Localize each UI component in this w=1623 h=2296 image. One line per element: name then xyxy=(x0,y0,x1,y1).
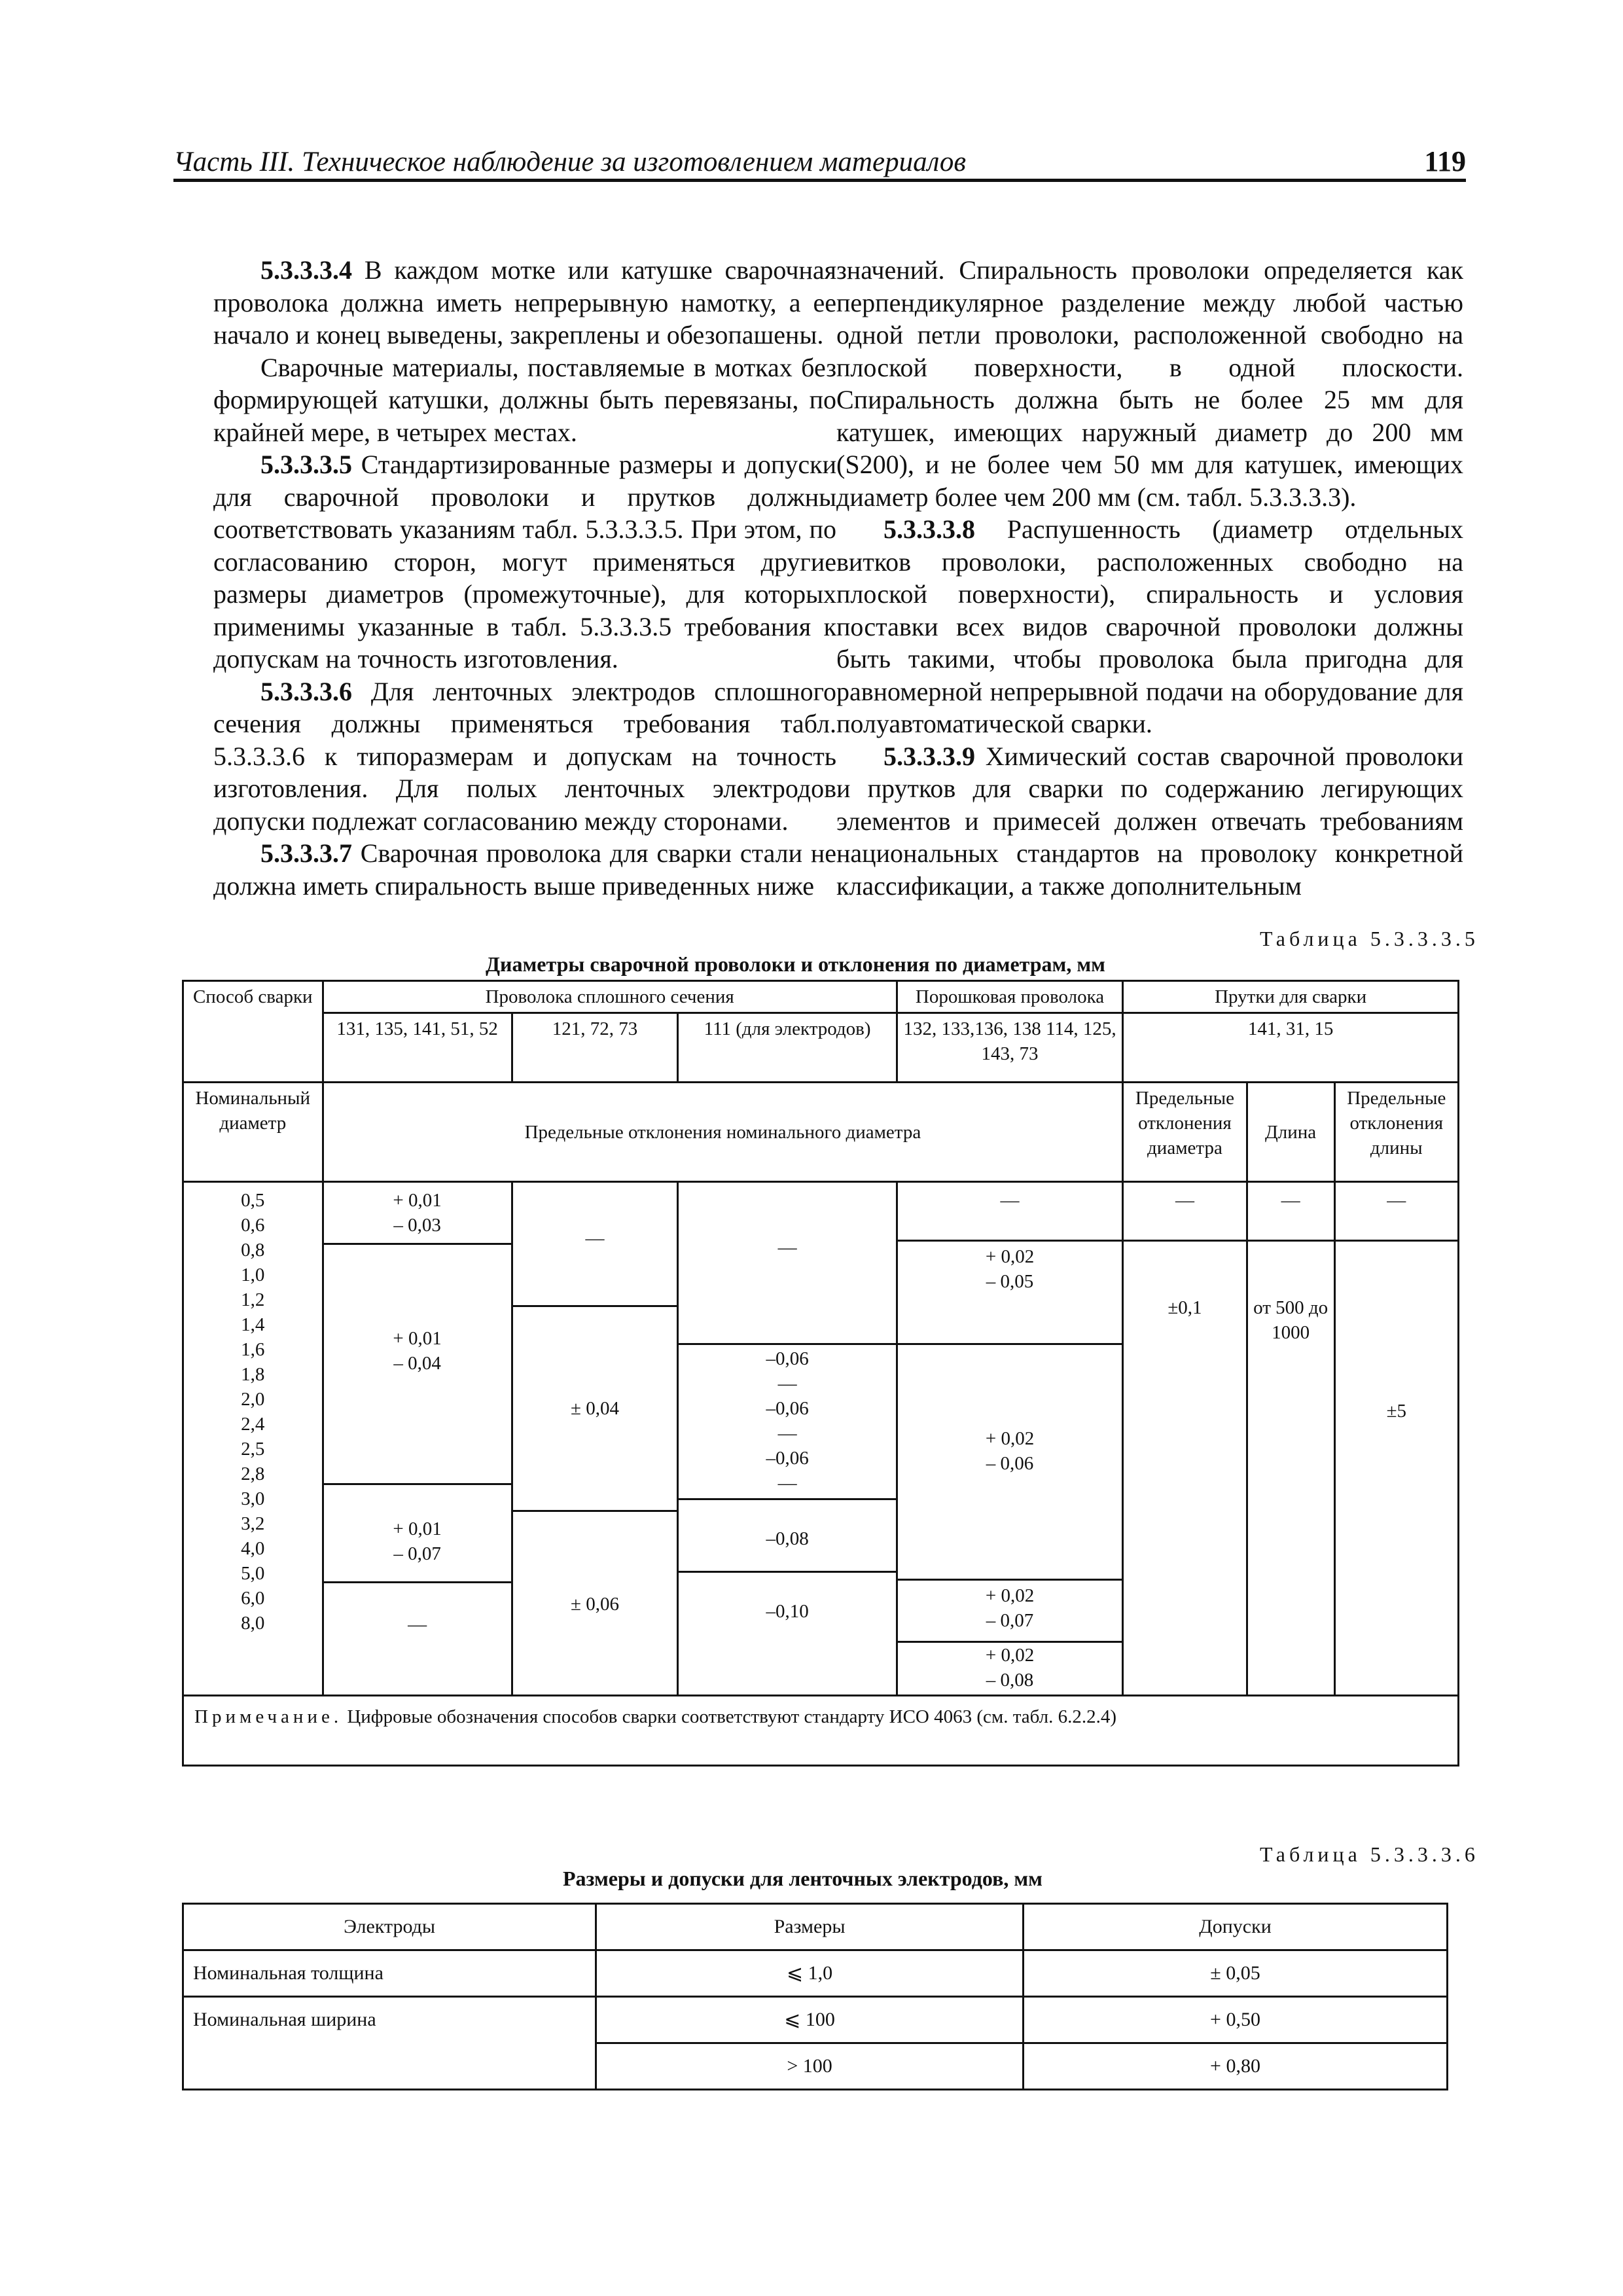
diameter: 2,0 xyxy=(241,1389,265,1410)
diameter: 1,4 xyxy=(241,1314,265,1335)
page-header xyxy=(173,141,1466,180)
table1-title: Диаметры сварочной проволоки и отклонения по диаметрам, мм xyxy=(486,952,1105,976)
diameter: 1,8 xyxy=(241,1364,265,1385)
paragraph-text: Стандартизированные размеры и допуски для сварочной проволоки и прутков должны соответствовать указаниям табл. 5.3.3.3.5. При этом, по согласованию сторон, могут применяться другие размеры диаметров (промежуточные), для которых применимы указанные в табл. 5.3.3.3.5 требования к допускам на точность изготовления. xyxy=(213,450,836,673)
paragraph-text: Сварочные материалы, поставляемые в мотках без формирующей катушки, должны быть перевязаны, по крайней мере, в четырех местах. xyxy=(213,352,836,447)
left-column xyxy=(213,254,836,902)
diameter: 2,4 xyxy=(241,1414,265,1435)
header-cell: Порошковая проволока xyxy=(897,981,1122,1013)
header-cell: Предельные отклонения длины xyxy=(1334,1083,1458,1182)
diameter: 1,0 xyxy=(241,1265,265,1285)
paragraph-text: Для ленточных электродов сплошного сечения должны применяться требования табл. 5.3.3.3.6 к типоразмерам и допускам на точность изготовления. Для полых ленточных электродов допуски подлежат согласованию между сторонами. xyxy=(213,676,836,836)
clause-number: 5.3.3.3.4 xyxy=(260,255,352,285)
diameter: 1,6 xyxy=(241,1339,265,1360)
tolerance-cell: + 0,01 – 0,04 xyxy=(324,1245,511,1485)
diameter-list xyxy=(183,1182,323,1696)
size-cell: ⩽ 100 xyxy=(596,1997,1024,2043)
process-codes: 132, 133,136, 138 114, 125, 143, 73 xyxy=(897,1013,1122,1083)
clause-number: 5.3.3.3.5 xyxy=(260,450,352,479)
diameter: 3,2 xyxy=(241,1513,265,1534)
flux-wire-col xyxy=(897,1182,1122,1696)
tolerance-cell: — xyxy=(513,1183,677,1307)
diameter: 5,0 xyxy=(241,1563,265,1584)
rod-length-dev-col xyxy=(1334,1182,1458,1696)
tolerance-cell: + 0,80 xyxy=(1024,2043,1448,2090)
diameter: 6,0 xyxy=(241,1588,265,1609)
diameter: 0,5 xyxy=(241,1190,265,1211)
paragraph xyxy=(213,448,836,675)
electrode-cell: Номинальная толщина xyxy=(183,1950,596,1997)
solid-wire-col3 xyxy=(678,1182,897,1696)
diameter: 1,2 xyxy=(241,1289,265,1310)
table-wire-diameters xyxy=(182,980,1459,1767)
tolerance-cell: — xyxy=(679,1183,895,1345)
tolerance-cell: ± 0,04 xyxy=(513,1307,677,1512)
tolerance-cell: ± 0,06 xyxy=(571,1594,619,1615)
tolerance-cell: — xyxy=(898,1183,1122,1242)
table-strip-electrodes xyxy=(182,1903,1448,2090)
clause-number: 5.3.3.3.9 xyxy=(883,741,975,771)
process-codes: 131, 135, 141, 51, 52 xyxy=(323,1013,512,1083)
rod-diameter-col xyxy=(1123,1182,1247,1696)
header-cell: Предельные отклонения диаметра xyxy=(1123,1083,1247,1182)
paragraph xyxy=(213,254,836,351)
diameter: 2,5 xyxy=(241,1439,265,1460)
clause-number: 5.3.3.3.6 xyxy=(260,676,352,706)
paragraph xyxy=(213,837,836,902)
tolerance-cell: — xyxy=(1336,1183,1457,1242)
diameter: 3,0 xyxy=(241,1488,265,1509)
header-cell: Предельные отклонения номинального диаметра xyxy=(323,1083,1123,1182)
paragraph xyxy=(213,351,836,449)
header-rule xyxy=(173,179,1466,182)
header-cell: Размеры xyxy=(596,1904,1024,1950)
solid-wire-col1 xyxy=(323,1182,512,1696)
paragraph-text: значений. Спиральность проволоки определяется как перпендикулярное разделение между любой частью одной петли проволоки, расположенной свободно на плоской поверхности, в одной плоскости. Спиральность должна быть не более 25 мм для катушек, имеющих наружный диаметр до 200 мм (S200), и не более чем 50 мм для катушек, имеющих диаметр более чем 200 мм (см. табл. 5.3.3.3.3). xyxy=(836,255,1463,512)
tolerance-cell: + 0,01 – 0,07 xyxy=(324,1485,511,1583)
tolerance-cell: — xyxy=(1124,1183,1245,1242)
header-cell: Электроды xyxy=(183,1904,596,1950)
tolerance-cell: + 0,02 – 0,06 xyxy=(898,1345,1122,1581)
tolerance-cell: + 0,01 – 0,03 xyxy=(324,1183,511,1245)
tolerance-cell: — xyxy=(408,1614,427,1635)
paragraph-text: Химический состав сварочной проволоки и прутков для сварки по содержанию легирующих элементов и примесей должен отвечать требованиям национальных стандартов на проволоку конкретной классификации, а также дополнительным xyxy=(836,741,1463,901)
paragraph xyxy=(836,513,1463,740)
diameter: 0,8 xyxy=(241,1240,265,1261)
solid-wire-col2 xyxy=(512,1182,678,1696)
paragraph xyxy=(836,740,1463,903)
header-cell: Прутки для сварки xyxy=(1123,981,1459,1013)
tolerance-cell: + 0,02 – 0,08 xyxy=(985,1645,1035,1691)
size-cell: ⩽ 1,0 xyxy=(596,1950,1024,1997)
diameter: 4,0 xyxy=(241,1538,265,1559)
tolerance-cell: ±5 xyxy=(1386,1401,1406,1422)
clause-number: 5.3.3.3.8 xyxy=(883,514,975,544)
tolerance-cell: –0,10 xyxy=(766,1601,809,1622)
note-text: Цифровые обозначения способов сварки соответствуют стандарту ИСО 4063 (см. табл. 6.2.2.4) xyxy=(342,1706,1117,1727)
header-cell: Допуски xyxy=(1024,1904,1448,1950)
rod-length-col xyxy=(1247,1182,1334,1696)
table2-title: Размеры и допуски для ленточных электродов, мм xyxy=(563,1867,1043,1890)
paragraph-text: В каждом мотке или катушке сварочная проволока должна иметь непрерывную намотку, а ее начало и конец выведены, закреплены и обезопашены. xyxy=(213,255,836,350)
header-cell: Способ сварки xyxy=(183,981,323,1083)
process-codes: 111 (для электродов) xyxy=(678,1013,897,1083)
diameter: 0,6 xyxy=(241,1215,265,1236)
diameter: 2,8 xyxy=(241,1463,265,1484)
paragraph-text: Распушенность (диаметр отдельных витков проволоки, расположенных свободно на плоской поверхности), спиральность и условия поставки всех видов сварочной проволоки должны быть такими, чтобы проволока была пригодна для равномерной непрерывной подачи на оборудование для полуавтоматической сварки. xyxy=(836,514,1463,738)
tolerance-cell: ±0,1 xyxy=(1168,1297,1202,1318)
right-column xyxy=(836,254,1463,902)
length-cell: — xyxy=(1248,1183,1334,1242)
electrode-cell: Номинальная ширина xyxy=(183,1997,596,2090)
paragraph xyxy=(213,675,836,838)
length-cell: от 500 до 1000 xyxy=(1253,1297,1329,1343)
process-codes: 121, 72, 73 xyxy=(512,1013,678,1083)
size-cell: > 100 xyxy=(596,2043,1024,2090)
table-note xyxy=(183,1696,1459,1766)
tolerance-cell: + 0,50 xyxy=(1024,1997,1448,2043)
tolerance-cell: ± 0,05 xyxy=(1024,1950,1448,1997)
tolerance-cell: –0,06 — –0,06 — –0,06 — xyxy=(679,1345,895,1500)
diameter: 8,0 xyxy=(241,1613,265,1634)
header-cell: Длина xyxy=(1247,1083,1334,1182)
tolerance-cell: + 0,02 – 0,07 xyxy=(898,1581,1122,1643)
running-title: Часть III. Техническое наблюдение за изготовлением материалов xyxy=(173,147,967,177)
header-cell: Проволока сплошного сечения xyxy=(323,981,897,1013)
page-number: 119 xyxy=(1424,145,1466,177)
header-cell: Номинальный диаметр xyxy=(183,1083,323,1182)
tolerance-cell: –0,08 xyxy=(679,1500,895,1573)
paragraph-text: Сварочная проволока для сварки стали не должна иметь спиральность выше приведенных ниже xyxy=(213,838,836,901)
process-codes: 141, 31, 15 xyxy=(1123,1013,1459,1083)
table1-caption: Таблица 5.3.3.3.5 xyxy=(1260,927,1479,950)
table2-caption: Таблица 5.3.3.3.6 xyxy=(1260,1842,1479,1866)
clause-number: 5.3.3.3.7 xyxy=(260,838,352,868)
paragraph xyxy=(836,254,1463,513)
tolerance-cell: + 0,02 – 0,05 xyxy=(898,1242,1122,1345)
note-label: Примечание. xyxy=(194,1706,343,1727)
